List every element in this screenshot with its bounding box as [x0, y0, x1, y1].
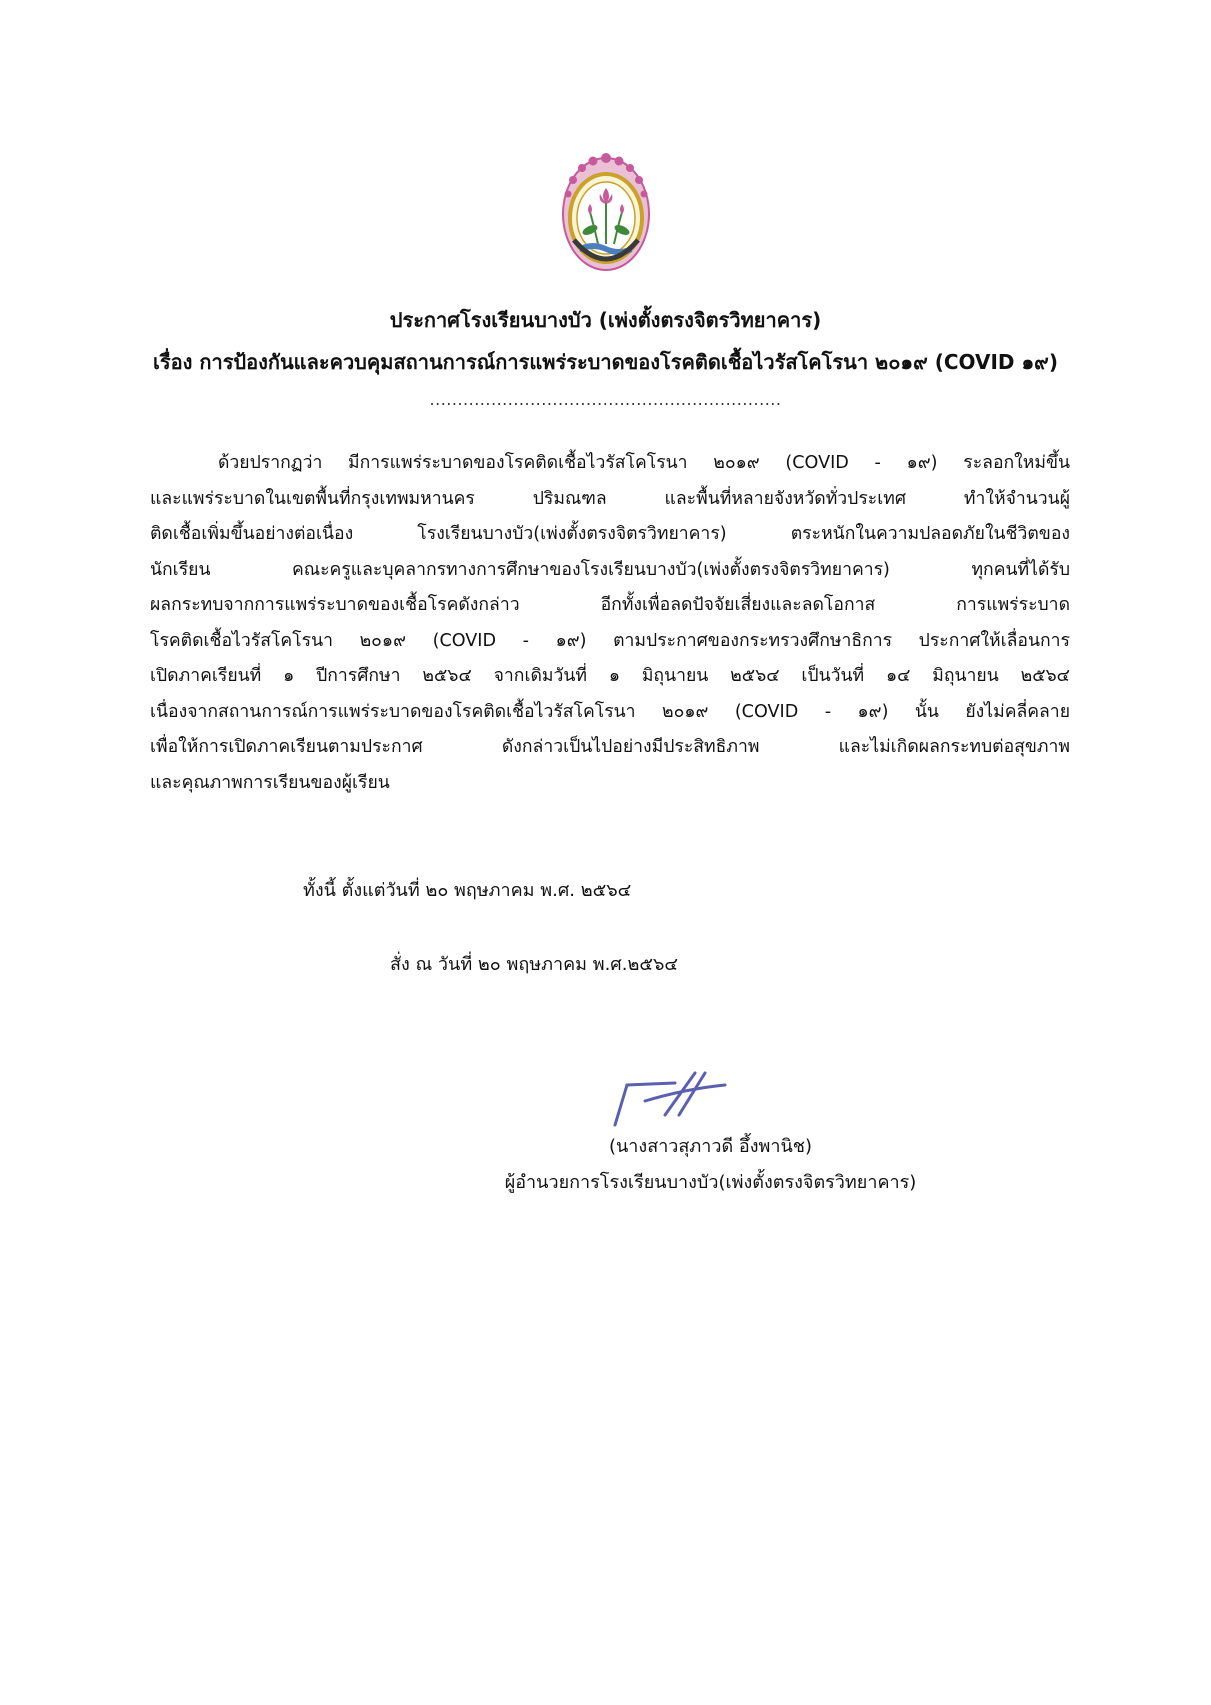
body-line: เนื่องจากสถานการณ์การแพร่ระบาดของโรคติดเชื้อไวรัสโคโรนา ๒๐๑๙ (COVID - ๑๙) นั้น ยังไม่คลี่คลาย [150, 701, 1070, 722]
body-line: ด้วยปรากฏว่า มีการแพร่ระบาดของโรคติดเชื้อไวรัสโคโรนา ๒๐๑๙ (COVID - ๑๙) ระลอกใหม่ขึ้น [218, 453, 1070, 473]
body-line: และคุณภาพการเรียนของผู้เรียน [150, 772, 390, 793]
body-line: เปิดภาคเรียนที่ ๑ ปีการศึกษา ๒๕๖๔ จากเดิมวันที่ ๑ มิถุนายน ๒๕๖๔ เป็นวันที่ ๑๔ มิถุนายน ๒๕๖๔ [150, 666, 1070, 686]
handwritten-signature [605, 1055, 735, 1135]
body-line: โรคติดเชื้อไวรัสโคโรนา ๒๐๑๙ (COVID - ๑๙) ตามประกาศของกระทรวงศึกษาธิการ ประกาศให้เลื่อนการ [150, 630, 1070, 651]
effective-date: ทั้งนี้ ตั้งแต่วันที่ ๒๐ พฤษภาคม พ.ศ. ๒๕๖๔ [303, 880, 632, 901]
body-line: ติดเชื้อเพิ่มขึ้นอย่างต่อเนื่อง โรงเรียนบางบัว(เพ่งตั้งตรงจิตรวิทยาคาร) ตระหนักในความปลอดภัยในชีวิตของ [150, 524, 1070, 544]
announcement-title: ประกาศโรงเรียนบางบัว (เพ่งตั้งตรงจิตรวิทยาคาร) [389, 308, 822, 332]
separator-dots: ............................................................... [429, 390, 782, 409]
body-line: ผลกระทบจากการแพร่ระบาดของเชื้อโรคดังกล่าว อีกทั้งเพื่อลดปัจจัยเสี่ยงและลดโอกาส การแพร่ระบาด [150, 595, 1070, 615]
order-date: สั่ง ณ วันที่ ๒๐ พฤษภาคม พ.ศ.๒๕๖๔ [390, 954, 678, 975]
school-seal-logo [560, 148, 652, 274]
signer-position: ผู้อำนวยการโรงเรียนบางบัว(เพ่งตั้งตรงจิตรวิทยาคาร) [504, 1172, 917, 1193]
announcement-subject: เรื่อง การป้องกันและควบคุมสถานการณ์การแพร่ระบาดของโรคติดเชื้อไวรัสโคโรนา ๒๐๑๙ (COVID ๑๙) [153, 350, 1058, 374]
body-line: และแพร่ระบาดในเขตพื้นที่กรุงเทพมหานคร ปริมณฑล และพื้นที่หลายจังหวัดทั่วประเทศ ทำให้จำนวนผู้ [150, 488, 1070, 509]
signer-name: (นางสาวสุภาวดี อึ้งพานิช) [608, 1136, 813, 1157]
announcement-body [150, 446, 1070, 801]
body-line: นักเรียน คณะครูและบุคลากรทางการศึกษาของโรงเรียนบางบัว(เพ่งตั้งตรงจิตรวิทยาคาร) ทุกคนที่ได้รับ [150, 559, 1070, 580]
body-line: เพื่อให้การเปิดภาคเรียนตามประกาศ ดังกล่าวเป็นไปอย่างมีประสิทธิภาพ และไม่เกิดผลกระทบต่อสุขภาพ [150, 737, 1070, 757]
